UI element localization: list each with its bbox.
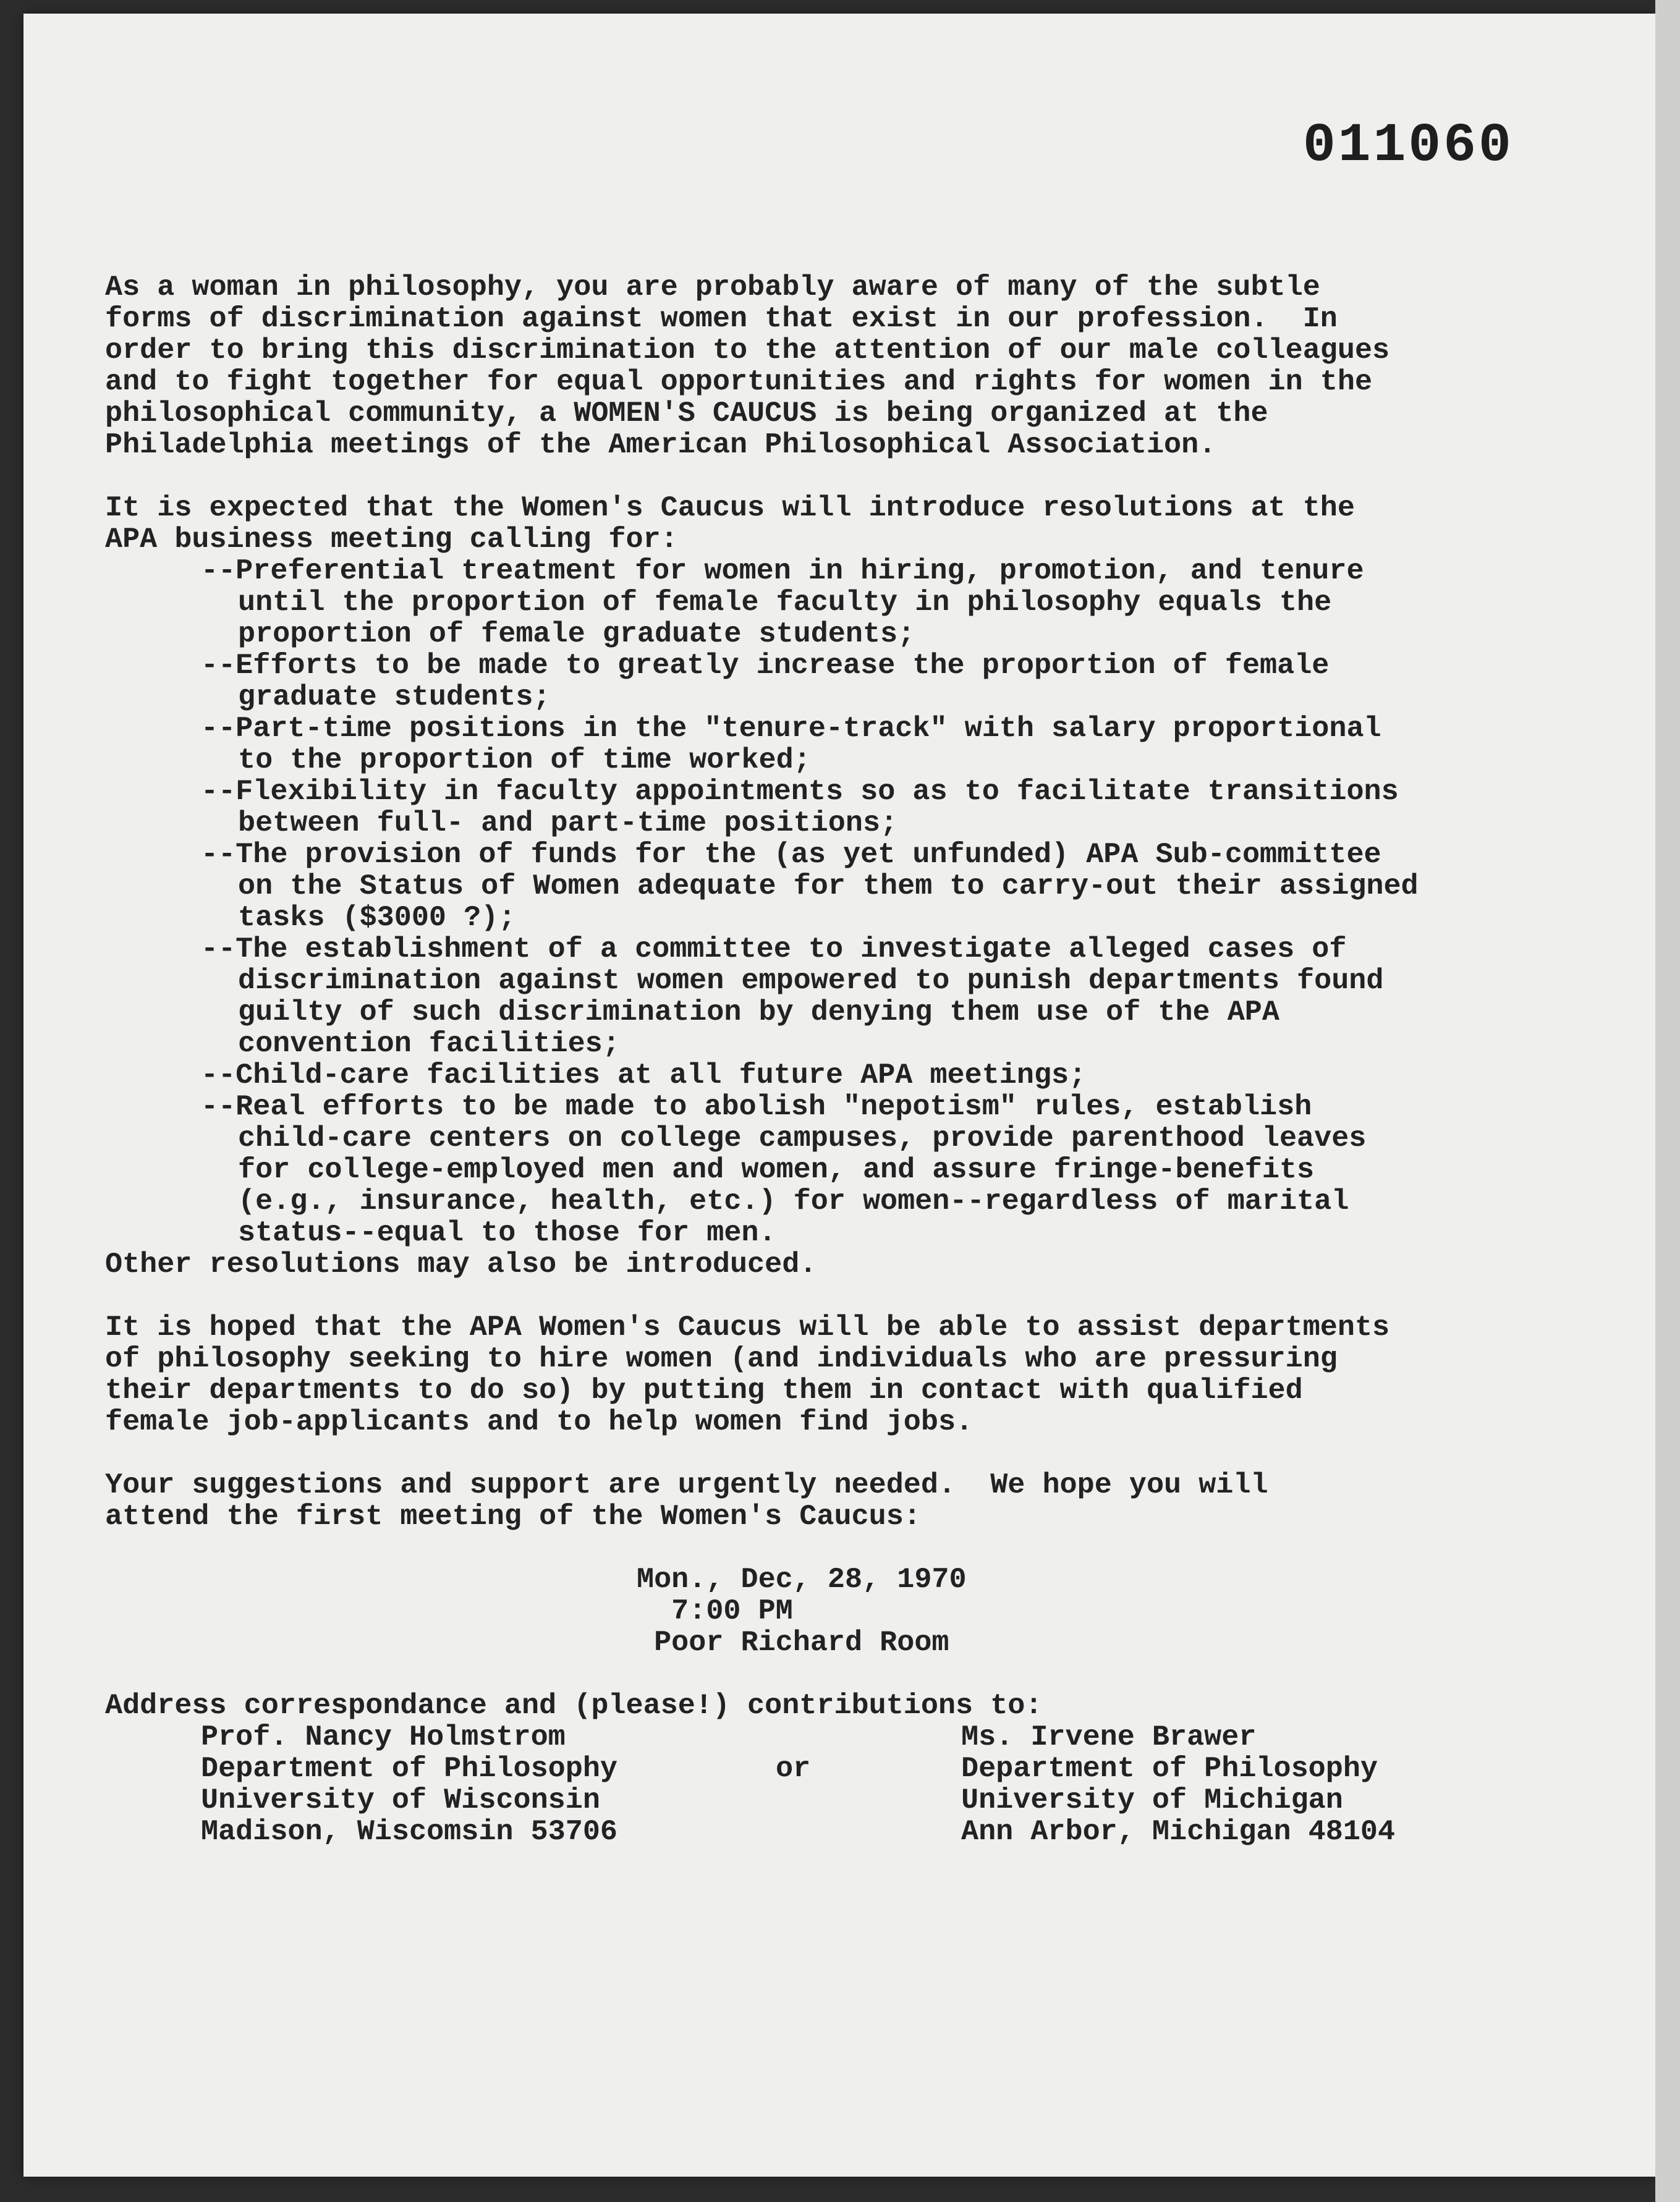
resolution-item <box>105 934 1626 1060</box>
resolution-line: graduate students; <box>238 681 551 714</box>
contact-right <box>961 1722 1517 1848</box>
resolution-line: --Flexibility in faculty appointments so as to facilitate transitions <box>201 776 1399 808</box>
meeting-date: Mon., Dec, 28, 1970 <box>637 1564 967 1596</box>
intro-line: Philadelphia meetings of the American Philosophical Association. <box>105 429 1216 462</box>
resolution-line: status--equal to those for men. <box>238 1217 776 1250</box>
resolution-line: on the Status of Women adequate for them to carry-out their assigned <box>238 870 1419 903</box>
resolution-line: convention facilities; <box>238 1028 620 1061</box>
scan-edge <box>1655 0 1680 2202</box>
resolution-line: between full- and part-time positions; <box>238 807 898 840</box>
support-line: Your suggestions and support are urgently needed. We hope you will <box>105 1469 1268 1502</box>
contact-line: Department of Philosophy <box>201 1753 617 1785</box>
support-paragraph <box>105 1470 1626 1533</box>
resolution-line: to the proportion of time worked; <box>238 744 811 777</box>
resolution-line: proportion of female graduate students; <box>238 618 915 651</box>
intro-line: order to bring this discrimination to the attention of our male colleagues <box>105 334 1390 367</box>
contact-line: Ann Arbor, Michigan 48104 <box>961 1816 1396 1848</box>
contact-line: Madison, Wiscomsin 53706 <box>201 1816 617 1848</box>
resolution-line: --The provision of funds for the (as yet unfunded) APA Sub-committee <box>201 839 1381 871</box>
resolution-item <box>105 839 1626 934</box>
resolutions-intro-line: It is expected that the Women's Caucus will introduce resolutions at the <box>105 492 1355 525</box>
assist-line: their departments to do so) by putting them in contact with qualified <box>105 1374 1303 1407</box>
support-line: attend the first meeting of the Women's Caucus: <box>105 1501 921 1533</box>
resolution-line: --Efforts to be made to greatly increase the proportion of female <box>201 650 1330 682</box>
intro-line: philosophical community, a WOMEN'S CAUCUS is being organized at the <box>105 397 1268 430</box>
meeting-details <box>105 1564 1626 1659</box>
intro-paragraph <box>105 272 1626 461</box>
resolution-line: (e.g., insurance, health, etc.) for women--regardless of marital <box>238 1185 1349 1218</box>
resolution-line: until the proportion of female faculty in philosophy equals the <box>238 586 1332 619</box>
intro-line: forms of discrimination against women that exist in our profession. In <box>105 303 1338 336</box>
assist-paragraph <box>105 1312 1626 1438</box>
contact-line: University of Wisconsin <box>201 1784 600 1817</box>
meeting-room: Poor Richard Room <box>637 1627 949 1659</box>
resolutions-paragraph <box>105 493 1626 1281</box>
contact-separator <box>776 1722 961 1848</box>
resolution-line: child-care centers on college campuses, provide parenthood leaves <box>238 1122 1367 1155</box>
resolution-item <box>105 776 1626 839</box>
contact-line: Prof. Nancy Holmstrom <box>201 1721 566 1754</box>
contact-line: Department of Philosophy <box>961 1753 1378 1785</box>
intro-line: As a woman in philosophy, you are probably aware of many of the subtle <box>105 271 1320 304</box>
resolution-line: for college-employed men and women, and assure fringe-benefits <box>238 1154 1315 1187</box>
resolution-item <box>105 556 1626 650</box>
meeting-time: 7:00 PM <box>637 1595 793 1628</box>
resolution-line: --Preferential treatment for women in hiring, promotion, and tenure <box>201 555 1364 588</box>
document-number: 011060 <box>1303 116 1514 177</box>
letter-body <box>105 272 1626 1848</box>
resolution-item <box>105 650 1626 713</box>
or-label: or <box>776 1753 811 1785</box>
resolution-line: --Real efforts to be made to abolish "nepotism" rules, establish <box>201 1091 1312 1124</box>
contact-line: University of Michigan <box>961 1784 1343 1817</box>
resolution-item <box>105 713 1626 776</box>
resolution-line: --The establishment of a committee to investigate alleged cases of <box>201 933 1347 966</box>
resolution-line: --Child-care facilities at all future APA meetings; <box>201 1059 1087 1092</box>
assist-line: female job-applicants and to help women find jobs. <box>105 1406 974 1439</box>
intro-line: and to fight together for equal opportunities and rights for women in the <box>105 366 1373 399</box>
assist-line: It is hoped that the APA Women's Caucus will be able to assist departments <box>105 1311 1390 1344</box>
resolution-line: tasks ($3000 ?); <box>238 902 516 934</box>
resolutions-intro-line: APA business meeting calling for: <box>105 523 678 556</box>
resolution-item <box>105 1060 1626 1091</box>
resolution-line: --Part-time positions in the "tenure-track" with salary proportional <box>201 713 1381 745</box>
assist-line: of philosophy seeking to hire women (and individuals who are pressuring <box>105 1343 1338 1376</box>
contact-line: Ms. Irvene Brawer <box>961 1721 1257 1754</box>
other-resolutions-line: Other resolutions may also be introduced. <box>105 1248 817 1281</box>
resolution-item <box>105 1091 1626 1249</box>
address-intro: Address correspondance and (please!) contributions to: <box>105 1690 1043 1722</box>
contact-left <box>105 1722 776 1848</box>
resolution-line: guilty of such discrimination by denying them use of the APA <box>238 996 1279 1029</box>
resolution-line: discrimination against women empowered to punish departments found <box>238 965 1384 997</box>
contact-addresses <box>105 1722 1626 1848</box>
